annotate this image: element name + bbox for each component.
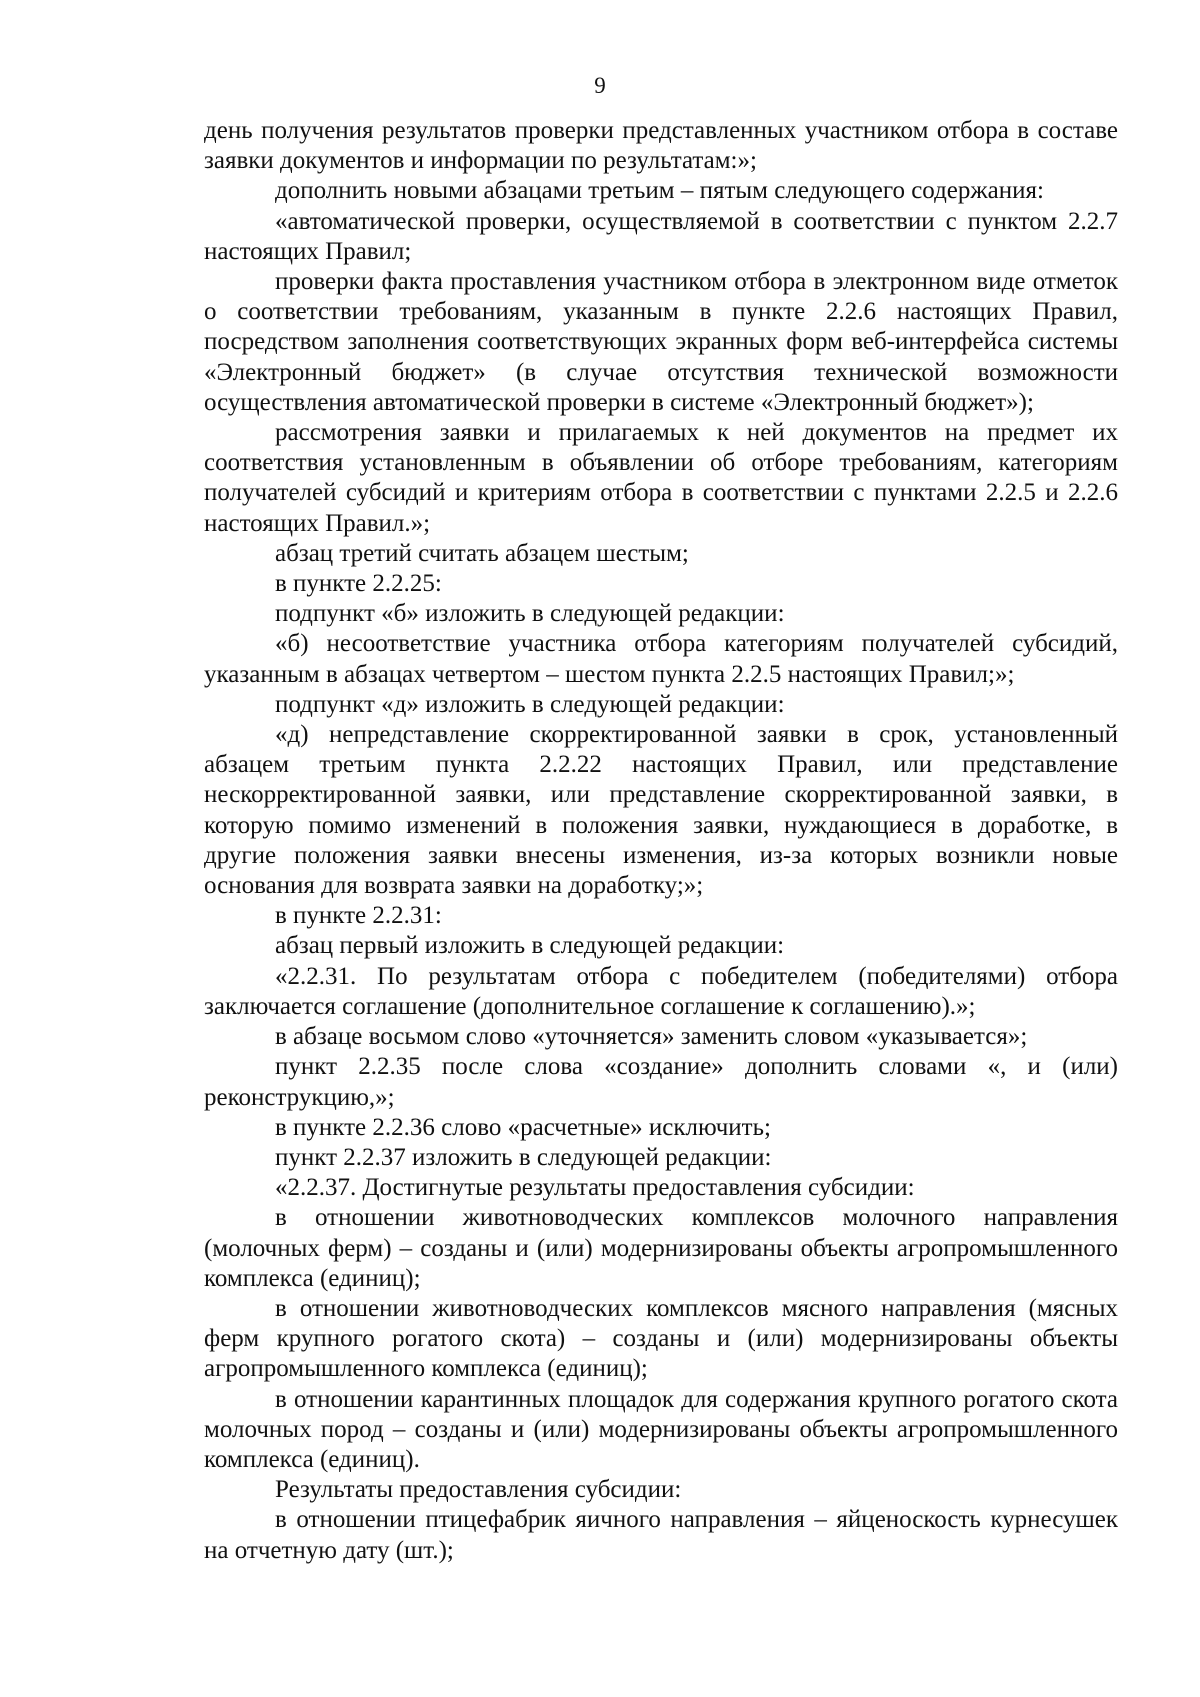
paragraph: в отношении животноводческих комплексов молочного направления (молочных ферм) – созданы и (или) модернизированы объекты агропромышленного комплекса (единиц); [204,1204,1118,1292]
body-text [204,116,1118,1566]
paragraph: подпункт «б» изложить в следующей редакции: [275,600,785,628]
paragraph: в пункте 2.2.31: [275,902,442,930]
paragraph: пункт 2.2.37 изложить в следующей редакции: [275,1143,772,1171]
paragraph: абзац третий считать абзацем шестым; [275,539,689,567]
paragraph: день получения результатов проверки представленных участником отбора в составе заявки документов и информации по результатам:»; [204,117,1118,175]
paragraph: в абзаце восьмом слово «уточняется» заменить словом «указывается»; [275,1023,1028,1051]
paragraph: Результаты предоставления субсидии: [275,1476,682,1504]
paragraph: «2.2.37. Достигнутые результаты предоставления субсидии: [275,1174,915,1202]
paragraph: в пункте 2.2.36 слово «расчетные» исключить; [275,1113,771,1141]
paragraph: в пункте 2.2.25: [275,570,442,598]
page-number: 9 [594,73,606,98]
paragraph: «2.2.31. По результатам отбора с победителем (победителями) отбора заключается соглашение (дополнительное соглашение к соглашению).»; [204,962,1118,1020]
paragraph: пункт 2.2.35 после слова «создание» дополнить словами «, и (или) реконструкцию,»; [204,1053,1118,1111]
paragraph: «автоматической проверки, осуществляемой в соответствии с пунктом 2.2.7 настоящих Правил; [204,207,1118,265]
paragraph: в отношении птицефабрик яичного направления – яйценоскость курнесушек на отчетную дату (шт.); [204,1506,1118,1564]
paragraph: «б) несоответствие участника отбора категориям получателей субсидий, указанным в абзацах четвертом – шестом пункта 2.2.5 настоящих Правил;»; [204,630,1118,688]
paragraph: дополнить новыми абзацами третьим – пятым следующего содержания: [275,177,1044,205]
paragraph: подпункт «д» изложить в следующей редакции: [275,690,785,718]
paragraph: проверки факта проставления участником отбора в электронном виде отметок о соответствии требованиям, указанным в пункте 2.2.6 настоящих Правил, посредством заполнения соответствующих экранных форм веб-интерфейса системы «Электронный бюджет» (в случае отсутствия технической возможности осуществления автоматической проверки в системе «Электронный бюджет»); [204,268,1118,416]
paragraph: в отношении карантинных площадок для содержания крупного рогатого скота молочных пород – созданы и (или) модернизированы объекты агропромышленного комплекса (единиц). [204,1385,1118,1473]
paragraph: в отношении животноводческих комплексов мясного направления (мясных ферм крупного рогатого скота) – созданы и (или) модернизированы объекты агропромышленного комплекса (единиц); [204,1294,1118,1383]
paragraph: рассмотрения заявки и прилагаемых к ней документов на предмет их соответствия установленным в объявлении об отборе требованиям, категориям получателей субсидий и критериям отбора в соответствии с пунктами 2.2.5 и 2.2.6 настоящих Правил.»; [204,419,1118,537]
paragraph: «д) непредставление скорректированной заявки в срок, установленный абзацем третьим пункта 2.2.22 настоящих Правил, или представление нескорректированной заявки, или представление скорректированной заявки, в которую помимо изменений в положения заявки, нуждающиеся в доработке, в другие положения заявки внесены изменения, из-за которых возникли новые основания для возврата заявки на доработку;»; [204,721,1118,900]
paragraph: абзац первый изложить в следующей редакции: [275,932,785,960]
